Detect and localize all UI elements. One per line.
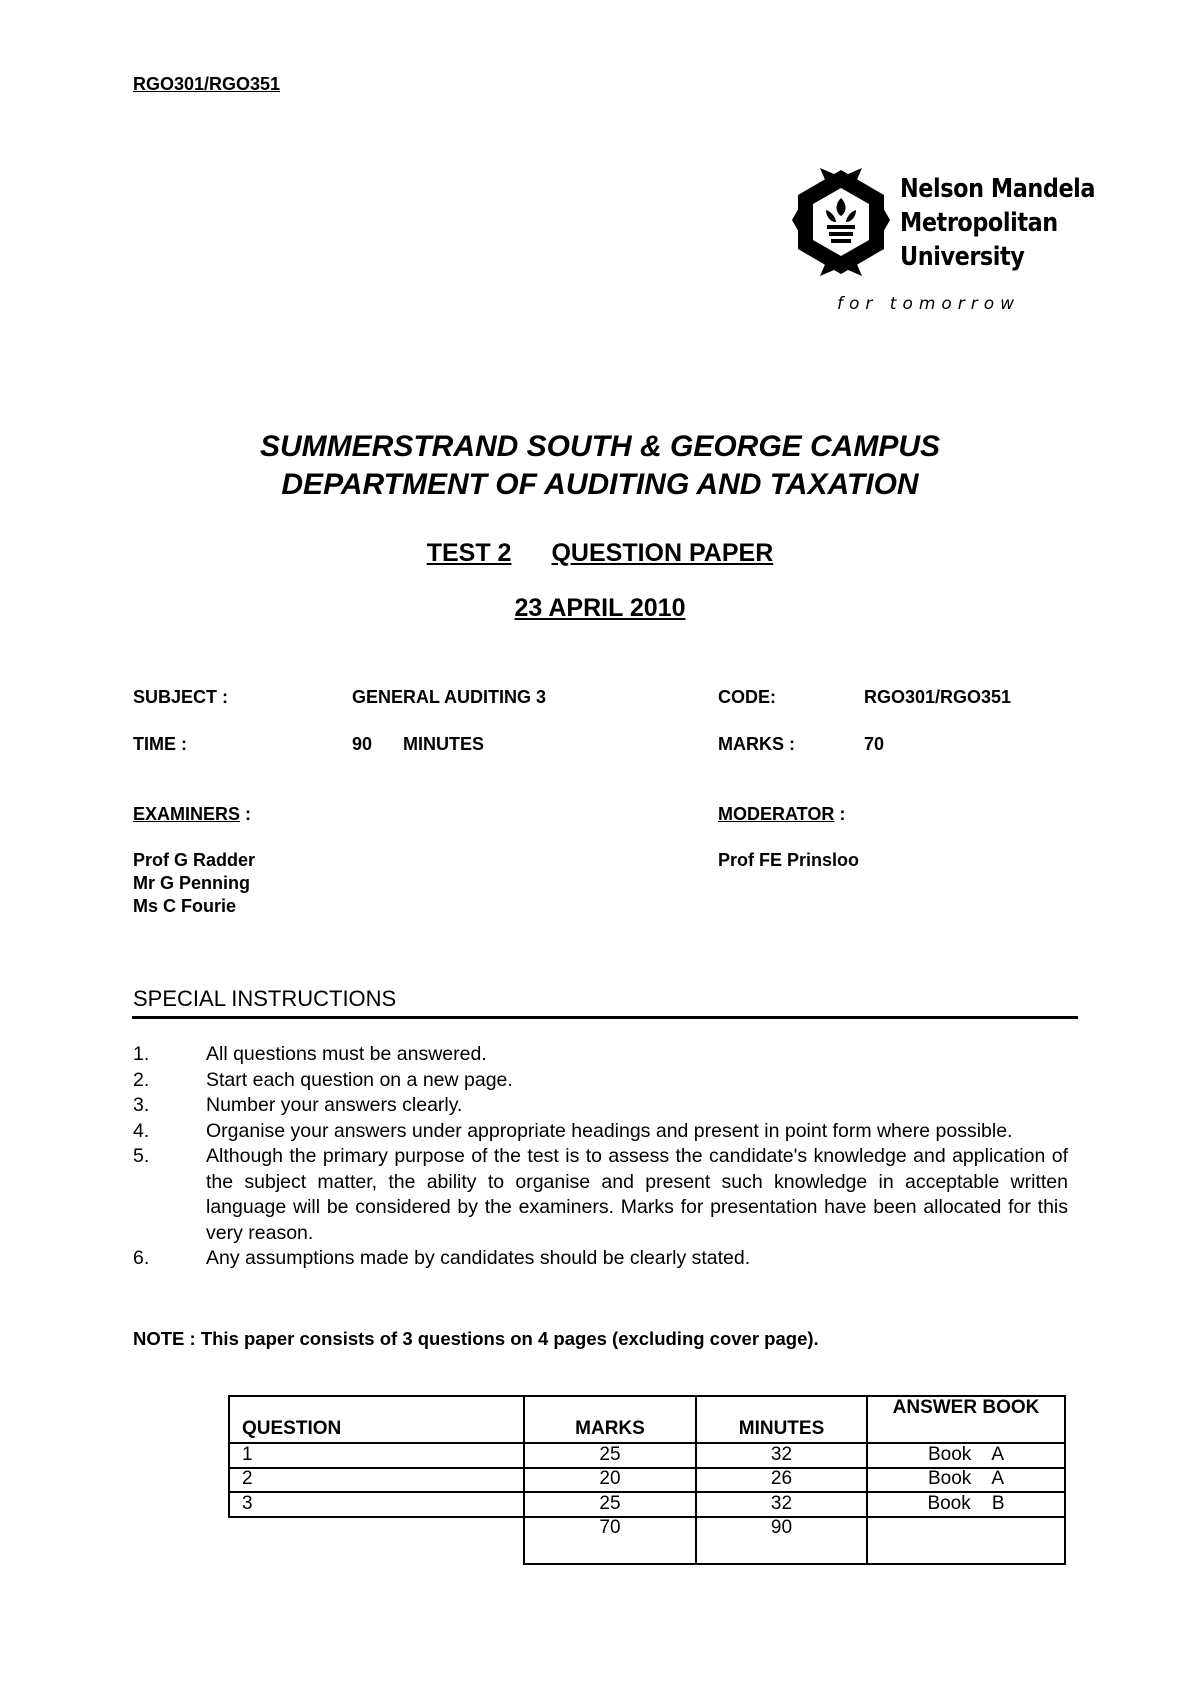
examiner-name: Prof G Radder — [133, 850, 256, 870]
moderator-name: Prof FE Prinsloo — [718, 850, 860, 870]
examiners-colon: : — [240, 804, 252, 824]
code-value: RGO301/RGO351 — [864, 687, 1012, 707]
list-item — [133, 1068, 1068, 1094]
test-number: TEST 2 — [426, 539, 512, 567]
moderator-colon: : — [834, 804, 846, 824]
logo-wordmark — [900, 172, 1095, 274]
time-value-number: 90 — [352, 734, 373, 754]
subject-label: SUBJECT : — [133, 687, 229, 707]
column-header-minutes: MINUTES — [738, 1418, 825, 1439]
table-border — [523, 1563, 1066, 1565]
university-logo — [792, 168, 1096, 320]
list-item — [133, 1144, 1068, 1246]
list-item-number: 2. — [133, 1068, 150, 1091]
special-instructions-title: SPECIAL INSTRUCTIONS — [133, 986, 397, 1011]
list-item — [133, 1119, 1068, 1145]
campus-heading: SUMMERSTRAND SOUTH & GEORGE CAMPUS — [259, 430, 941, 463]
list-item-text: Organise your answers under appropriate headings and present in point form where possible. — [206, 1119, 1013, 1142]
table-cell-book: Book A — [927, 1444, 1005, 1465]
table-cell-minutes: 26 — [770, 1468, 793, 1489]
paper-note: NOTE : This paper consists of 3 questions on 4 pages (excluding cover page). — [133, 1328, 819, 1349]
logo-name-line-3: University — [900, 242, 1025, 272]
column-header-question: QUESTION — [242, 1418, 342, 1439]
examiners-label: EXAMINERS — [133, 804, 241, 824]
course-code: RGO301/RGO351 — [133, 74, 281, 94]
list-item — [133, 1246, 1068, 1272]
list-item-number: 6. — [133, 1247, 150, 1269]
list-item — [133, 1093, 1068, 1119]
section-divider — [132, 1016, 1078, 1019]
time-label: TIME : — [133, 734, 187, 754]
table-total-marks: 70 — [599, 1517, 621, 1538]
list-item-text: Number your answers clearly. — [206, 1094, 463, 1116]
table-cell-minutes: 32 — [770, 1493, 793, 1514]
table-total-minutes: 90 — [770, 1517, 793, 1538]
moderator-label: MODERATOR — [718, 804, 835, 824]
table-cell-question: 3 — [242, 1493, 253, 1514]
department-heading: DEPARTMENT OF AUDITING AND TAXATION — [281, 468, 919, 501]
table-cell-marks: 25 — [599, 1493, 621, 1514]
list-item-text: All questions must be answered. — [206, 1043, 487, 1065]
list-item — [133, 1042, 1068, 1068]
table-cell-book: Book B — [927, 1493, 1005, 1514]
table-cell-marks: 25 — [599, 1444, 621, 1465]
list-item-number: 1. — [133, 1043, 150, 1065]
test-title — [0, 539, 1200, 568]
list-item-number: 4. — [133, 1119, 150, 1142]
table-border — [1064, 1395, 1066, 1565]
logo-name-line-1: Nelson Mandela — [900, 174, 1096, 204]
column-header-answer-book: ANSWER BOOK — [892, 1397, 1040, 1418]
table-cell-question: 1 — [242, 1444, 253, 1465]
marks-value: 70 — [864, 734, 885, 754]
instructions-list — [133, 1042, 1068, 1272]
marks-label: MARKS : — [718, 734, 795, 754]
paper-type: QUESTION PAPER — [551, 539, 774, 567]
list-item-text: Any assumptions made by candidates should be clearly stated. — [206, 1247, 751, 1269]
university-emblem-icon — [792, 168, 890, 278]
test-date: 23 APRIL 2010 — [514, 594, 686, 622]
list-item-text: Start each question on a new page. — [206, 1068, 513, 1091]
time-value-unit: MINUTES — [403, 734, 484, 754]
code-label: CODE: — [718, 687, 776, 707]
column-header-marks: MARKS — [575, 1418, 645, 1439]
logo-tagline: for tomorrow — [837, 294, 1021, 314]
examiners-heading — [133, 804, 251, 825]
table-cell-marks: 20 — [599, 1468, 621, 1489]
list-item-number: 5. — [133, 1145, 150, 1167]
examiner-name: Ms C Fourie — [133, 896, 237, 916]
subject-value: GENERAL AUDITING 3 — [352, 687, 547, 707]
table-cell-question: 2 — [242, 1468, 253, 1489]
moderator-heading — [718, 804, 845, 825]
table-border — [228, 1395, 230, 1518]
table-cell-book: Book A — [927, 1468, 1005, 1489]
examiner-name: Mr G Penning — [133, 873, 250, 893]
table-cell-minutes: 32 — [770, 1444, 793, 1465]
list-item-text: Although the primary purpose of the test is to assess the candidate's knowledge and application of the subject matter, the ability to organise and present such knowledge in acceptable written language will be considered by the examiners. Marks for presentation have been allocated for this very reason. — [206, 1145, 1068, 1244]
logo-name-line-2: Metropolitan — [900, 208, 1058, 238]
list-item-number: 3. — [133, 1094, 150, 1116]
